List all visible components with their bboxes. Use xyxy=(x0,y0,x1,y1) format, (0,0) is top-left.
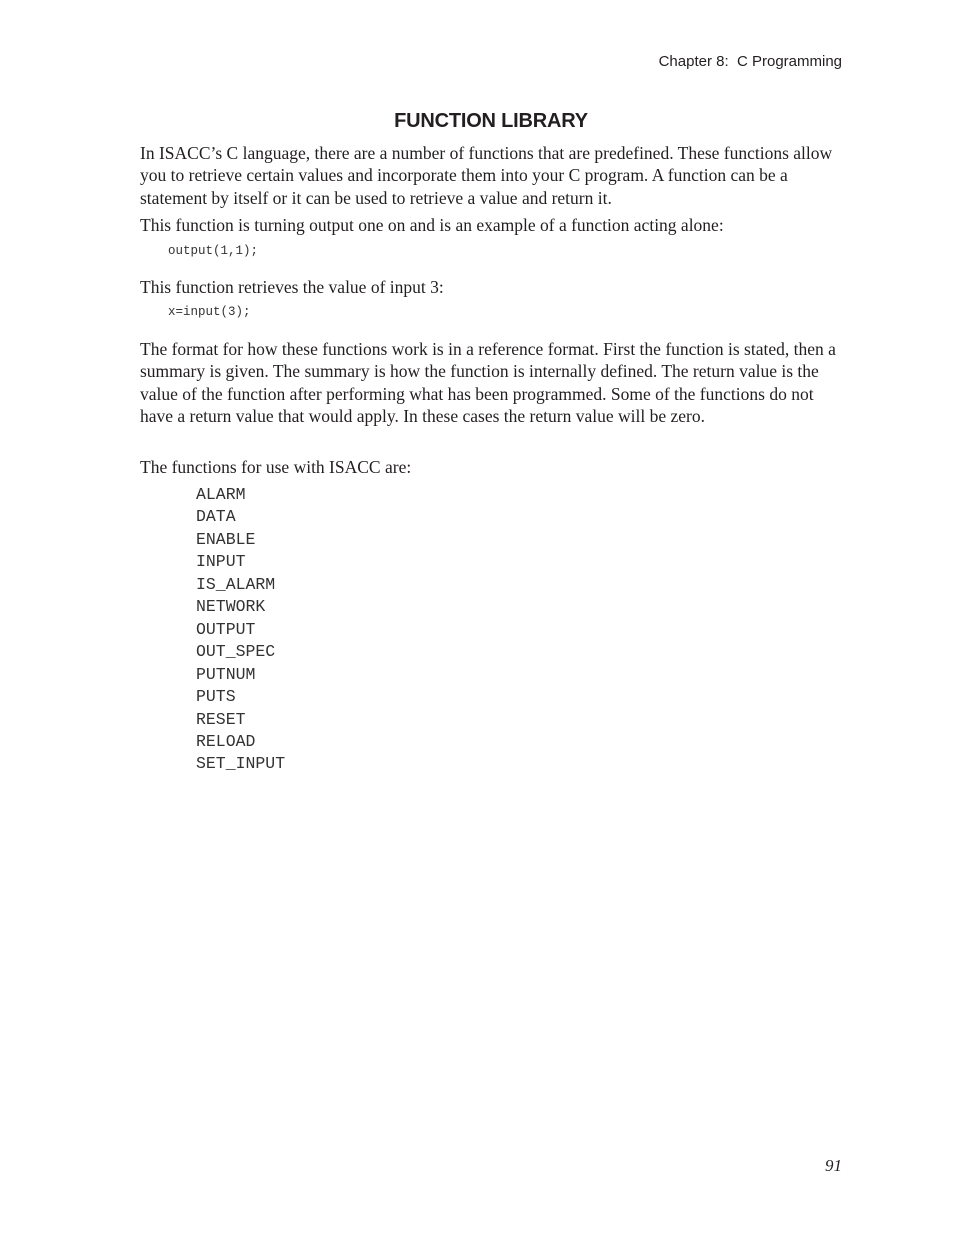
input-code-example: x=input(3); xyxy=(168,305,251,319)
function-name: OUTPUT xyxy=(196,619,256,639)
function-name: PUTNUM xyxy=(196,664,256,684)
function-name: IS_ALARM xyxy=(196,574,276,594)
intro-paragraph: In ISACC’s C language, there are a number of functions that are predefined. These functions allow you to retrieve certain values and incorporate them into your C program. A function can be a statement by itself or it can be used to retrieve a value and return it. xyxy=(140,143,833,208)
function-name: INPUT xyxy=(196,552,246,572)
function-name: ALARM xyxy=(196,485,246,504)
function-list xyxy=(196,484,285,776)
example-retrieve-paragraph: This function retrieves the value of input 3: xyxy=(140,277,444,297)
example-alone-paragraph: This function is turning output one on and is an example of a function acting alone: xyxy=(140,215,724,235)
function-name: ENABLE xyxy=(196,529,256,549)
format-paragraph: The format for how these functions work is in a reference format. First the function is stated, then a summary is given. The summary is how the function is internally defined. The return value is the value of the function after performing what has been programmed. Some of the functions do not have a return value that would apply. In these cases the return value will be zero. xyxy=(140,339,836,426)
function-name: RELOAD xyxy=(196,731,256,751)
list-intro-paragraph: The functions for use with ISACC are: xyxy=(140,457,412,477)
function-name: RESET xyxy=(196,709,246,729)
function-name: OUT_SPEC xyxy=(196,642,276,662)
page-number: 91 xyxy=(825,1156,842,1175)
section-title: FUNCTION LIBRARY xyxy=(394,110,588,132)
function-name: DATA xyxy=(196,507,236,527)
function-name: PUTS xyxy=(196,687,236,707)
function-name: SET_INPUT xyxy=(196,754,286,774)
running-head: Chapter 8: C Programming xyxy=(658,53,842,70)
function-name: NETWORK xyxy=(196,597,266,617)
output-code-example: output(1,1); xyxy=(168,244,259,258)
